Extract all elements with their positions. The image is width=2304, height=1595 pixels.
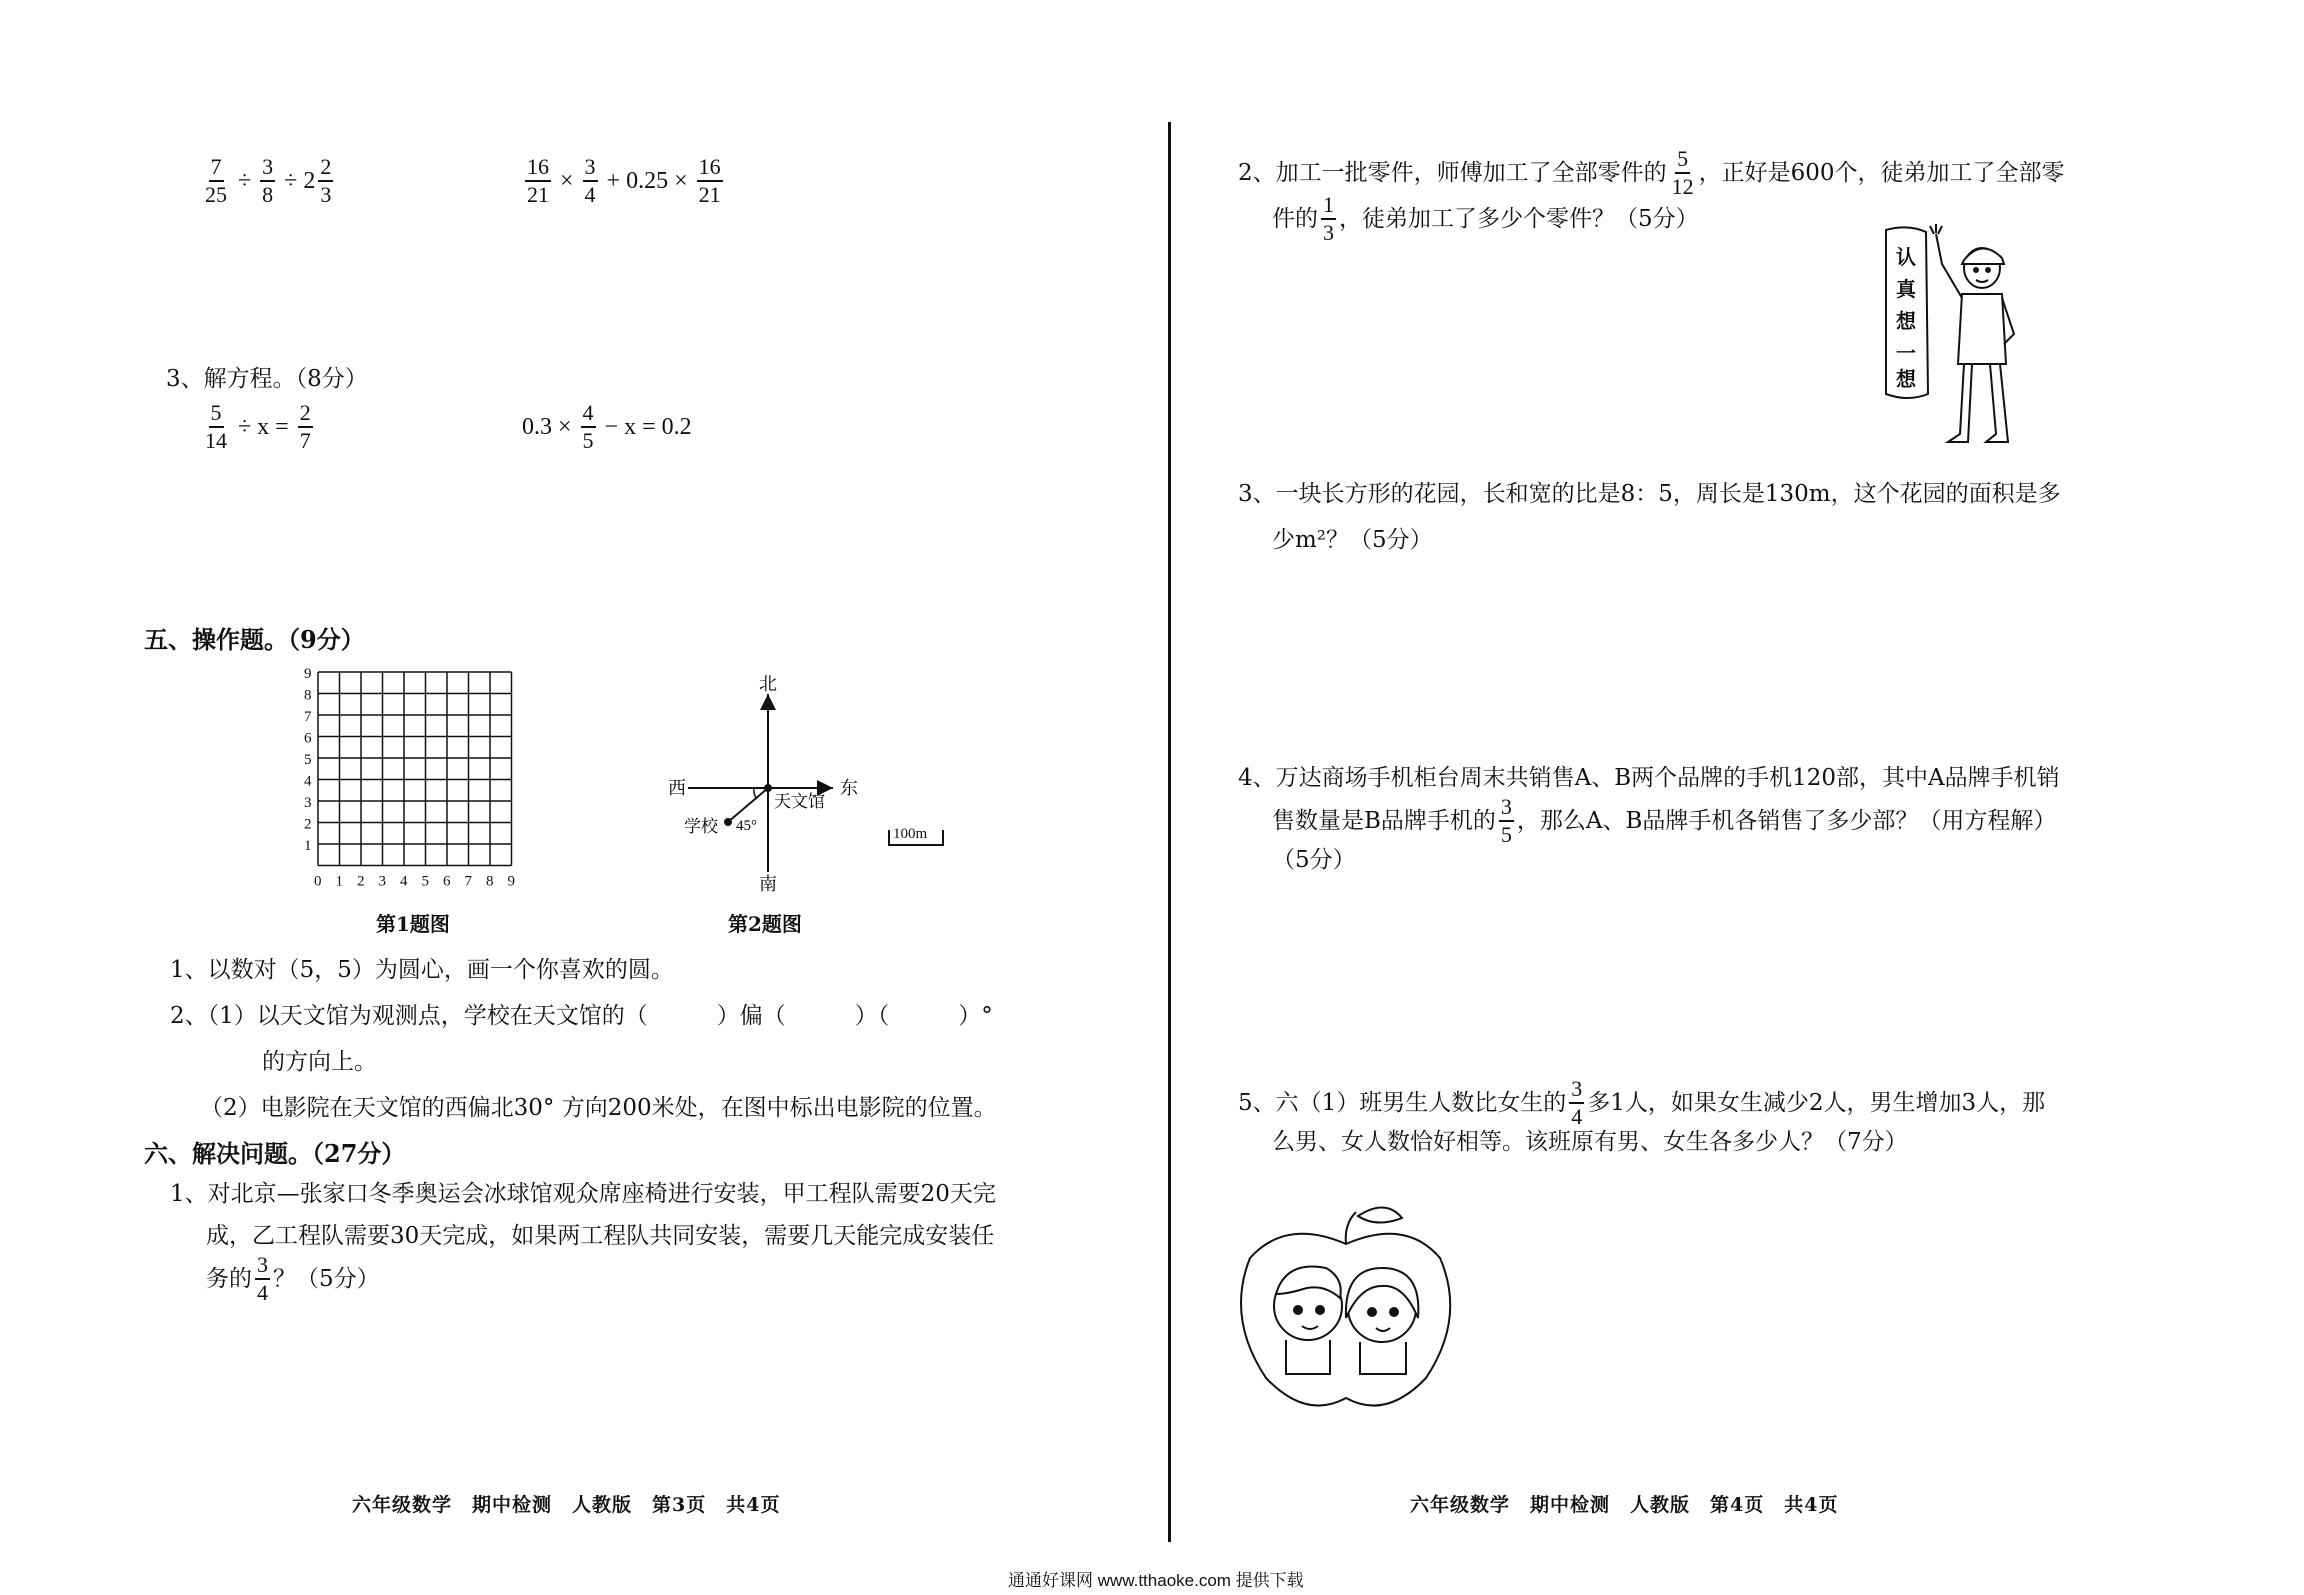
x-tick-label: 6 — [443, 873, 451, 890]
site-credit: 通通好课网 www.tthaoke.com 提供下载 — [1008, 1571, 1304, 1590]
section-5-q1: 1、以数对（5，5）为圆心，画一个你喜欢的圆。 — [170, 957, 674, 983]
observatory-label: 天文馆 — [774, 792, 825, 811]
observatory-point — [764, 784, 772, 792]
y-tick-label: 3 — [304, 795, 312, 811]
worker-figure — [1930, 224, 2014, 442]
fraction: $\frac{3}{8}$ — [262, 154, 274, 207]
right-q3-line2: 少m²？（5分） — [1272, 527, 1433, 553]
x-tick-label: 4 — [400, 873, 408, 890]
equation-2: 0.3 × $\frac{4}{5}$ − x = 0.2 — [522, 400, 692, 453]
right-q3-line1: 3、一块长方形的花园，长和宽的比是8：5，周长是130m，这个花园的面积是多 — [1238, 481, 2061, 507]
fraction: $\frac{16}{21}$ — [527, 154, 549, 207]
apple-outline — [1241, 1234, 1450, 1406]
worker-cartoon-image — [1878, 224, 2028, 460]
west-label: 西 — [668, 778, 686, 798]
scale-label: 100m — [893, 826, 928, 842]
school-point — [724, 818, 732, 826]
section-5-title: 五、操作题。（9分） — [144, 625, 365, 654]
section-5-q2c: （2）电影院在天文馆的西偏北30° 方向200米处，在图中标出电影院的位置。 — [200, 1095, 997, 1121]
y-tick-label: 5 — [304, 752, 312, 768]
x-tick-label: 1 — [335, 873, 343, 890]
south-label: 南 — [759, 874, 777, 892]
fraction: $\frac{1}{3}$ — [1323, 192, 1334, 245]
right-q4-line2: 售数量是B品牌手机的 $\frac{3}{5}$ ，那么A、B品牌手机各销售了多少部？（用方程解） — [1272, 794, 2057, 847]
x-tick-label: 5 — [421, 873, 429, 890]
fraction: $\frac{3}{4}$ — [584, 154, 596, 207]
fraction: $\frac{5}{14}$ — [205, 400, 227, 453]
fraction: $\frac{16}{21}$ — [698, 154, 721, 207]
section-5-q2b: 的方向上。 — [262, 1049, 377, 1075]
equation-1: $\frac{5}{14}$ ÷ x = $\frac{2}{7}$ — [205, 400, 311, 453]
right-q5-line2: 么男、女人数恰好相等。该班原有男、女生各多少人？（7分） — [1272, 1129, 1908, 1155]
x-tick-label: 7 — [464, 873, 472, 890]
coordinate-grid — [296, 664, 526, 904]
section-5-q2a: 2、（1）以天文馆为观测点，学校在天文馆的（ ）偏（ ）（ ）° — [170, 1003, 993, 1029]
section-6-q1-line1: 1、对北京—张家口冬季奥运会冰球馆观众席座椅进行安装，甲工程队需要20天完 — [170, 1181, 996, 1207]
svg-text:想: 想 — [1896, 369, 1916, 391]
y-tick-label: 1 — [304, 838, 312, 854]
q3-label: 3、解方程。（8分） — [166, 366, 368, 392]
left-footer: 六年级数学 期中检测 人教版 第3页 共4页 — [352, 1494, 781, 1516]
x-tick-label: 2 — [357, 873, 365, 890]
right-q2-line1: 2、加工一批零件，师傅加工了全部零件的 $\frac{5}{12}$ ，正好是600个，徒弟加工了全部零 — [1238, 146, 2065, 199]
angle-arc — [754, 788, 757, 799]
y-tick-label: 2 — [304, 816, 312, 833]
fraction: $\frac{3}{4}$ — [1571, 1076, 1583, 1129]
fraction: $\frac{2}{7}$ — [299, 400, 311, 453]
y-tick-label: 7 — [304, 709, 312, 725]
fraction: $\frac{7}{25}$ — [205, 154, 227, 207]
x-tick-label: 0 — [314, 873, 322, 890]
section-6-q1-line3: 务的 $\frac{3}{4}$ ？（5分） — [206, 1252, 380, 1305]
fraction: $\frac{2}{3}$ — [320, 154, 332, 207]
x-tick-label: 8 — [486, 873, 494, 890]
y-tick-label: 6 — [304, 730, 312, 747]
apple-stem — [1346, 1212, 1356, 1244]
calc-expression-2: $\frac{16}{21}$ × $\frac{3}{4}$ + 0.25 × $\frac{16}{21}$ — [527, 154, 721, 207]
right-q2-line2: 件的 $\frac{1}{3}$ ，徒弟加工了多少个零件？（5分） — [1272, 192, 1699, 245]
fraction: $\frac{3}{5}$ — [1500, 794, 1512, 847]
section-6-q1-line2: 成，乙工程队需要30天完成，如果两工程队共同安装，需要几天能完成安装任 — [206, 1223, 995, 1249]
school-line — [728, 788, 768, 822]
angle-label: 45° — [736, 818, 757, 834]
right-q4-line3: （5分） — [1272, 847, 1356, 873]
svg-text:认: 认 — [1896, 247, 1916, 269]
fraction: $\frac{5}{12}$ — [1671, 146, 1694, 199]
school-label: 学校 — [684, 817, 718, 836]
banner-text — [1896, 246, 1917, 391]
section-6-title: 六、解决问题。（27分） — [144, 1139, 406, 1168]
svg-text:真: 真 — [1896, 279, 1916, 301]
page-divider — [1168, 122, 1171, 1542]
right-q5-line1: 5、六（1）班男生人数比女生的 $\frac{3}{4}$ 多1人，如果女生减少2人，男生增加3人，那 — [1238, 1076, 2046, 1129]
north-label: 北 — [759, 674, 777, 694]
y-tick-label: 8 — [304, 687, 312, 704]
compass-diagram — [668, 672, 968, 892]
calc-expression-1: $\frac{7}{25}$ ÷ $\frac{3}{8}$ ÷ 2 $\frac{2}{3}$ — [205, 154, 332, 207]
right-q4-line1: 4、万达商场手机柜台周末共销售A、B两个品牌的手机120部，其中A品牌手机销 — [1238, 765, 2060, 791]
fraction: $\frac{4}{5}$ — [582, 400, 594, 453]
y-tick-label: 9 — [304, 666, 312, 682]
svg-text:一: 一 — [1896, 343, 1916, 365]
apple-leaf — [1358, 1207, 1402, 1222]
right-footer: 六年级数学 期中检测 人教版 第4页 共4页 — [1410, 1494, 1839, 1516]
apple-kids-cartoon-image — [1226, 1198, 1466, 1418]
grid-caption: 第1题图 — [376, 912, 450, 936]
svg-text:想: 想 — [1896, 311, 1916, 333]
fraction: $\frac{3}{4}$ — [257, 1252, 268, 1305]
x-tick-label: 9 — [507, 873, 515, 890]
east-label: 东 — [840, 778, 858, 798]
compass-caption: 第2题图 — [728, 912, 802, 936]
x-tick-label: 3 — [378, 873, 386, 890]
y-tick-label: 4 — [304, 773, 312, 790]
